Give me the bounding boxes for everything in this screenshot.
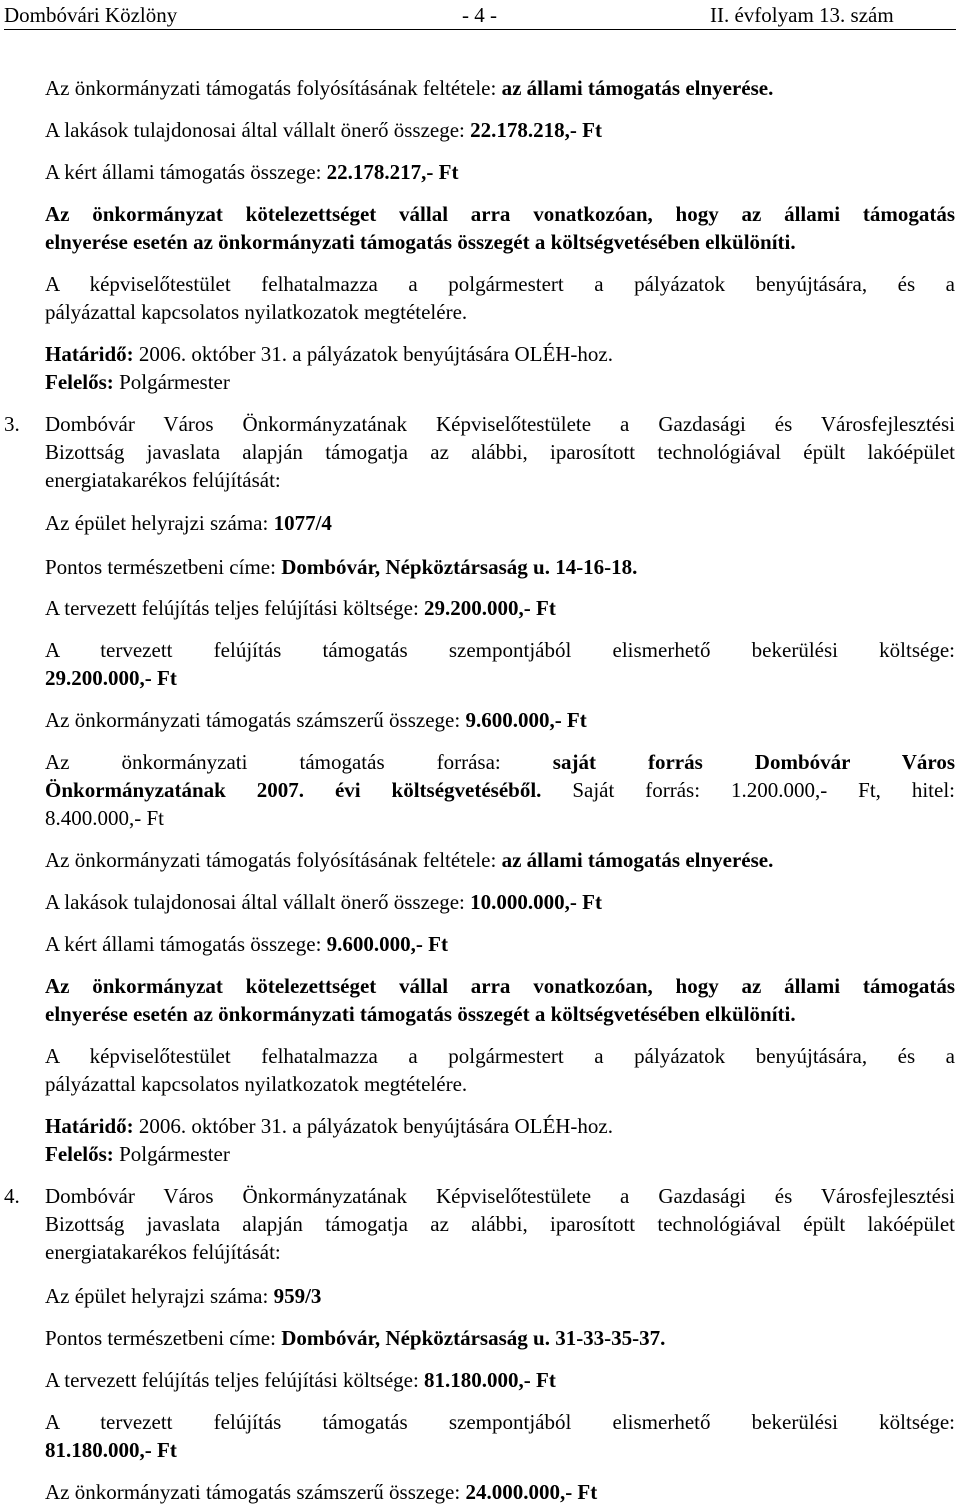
s3-felelos: [45, 1141, 230, 1167]
s4-teljes-koltseg: [45, 1367, 556, 1393]
label: Felelős:: [45, 1142, 120, 1166]
s4-elismerheto-line1: A tervezett felújítás támogatás szempontjából elismerhető bekerülési költsége:: [45, 1410, 955, 1434]
value: Dombóvár, Népköztársaság u. 31-33-35-37.: [281, 1326, 666, 1350]
s3-hrsz: [45, 510, 332, 536]
label: Az önkormányzati támogatás forrása:: [45, 750, 553, 774]
s4-intro-line2: Bizottság javaslata alapján támogatja az alábbi, iparosított technológiával épült lakóépület: [45, 1212, 955, 1236]
label: Az épület helyrajzi száma:: [45, 511, 274, 535]
section-number-3: 3.: [4, 412, 20, 436]
value: saját forrás Dombóvár Város: [552, 750, 955, 774]
label: A tervezett felújítás teljes felújítási költsége:: [45, 1368, 425, 1392]
label: A kért állami támogatás összege:: [45, 932, 327, 956]
s4-hrsz: [45, 1283, 321, 1309]
label: Határidő:: [45, 342, 139, 366]
s3-intro-line2: Bizottság javaslata alapján támogatja az alábbi, iparosított technológiával épült lakóépület: [45, 440, 955, 464]
value: Dombóvár, Népköztársaság u. 14-16-18.: [281, 555, 638, 579]
s4-szamszeru: [45, 1479, 597, 1505]
s3-intro-line3: energiatakarékos felújítását:: [45, 468, 281, 492]
label: Az épület helyrajzi száma:: [45, 1284, 274, 1308]
paragraph-felhatalmaz-line2: pályázattal kapcsolatos nyilatkozatok megtételére.: [45, 300, 468, 324]
paragraph-felelos: [45, 369, 230, 395]
value: Polgármester: [119, 370, 230, 394]
paragraph-folyositas: [45, 75, 773, 101]
rest: Saját forrás: 1.200.000,- Ft, hitel:: [541, 778, 955, 802]
label: Az önkormányzati támogatás számszerű összege:: [45, 1480, 466, 1504]
label: Felelős:: [45, 370, 120, 394]
header-issue: II. évfolyam 13. szám: [710, 3, 894, 27]
section-number-4: 4.: [4, 1184, 20, 1208]
s3-allami: [45, 931, 448, 957]
s3-teljes-koltseg: [45, 595, 556, 621]
value: 2006. október 31. a pályázatok benyújtására OLÉH-hoz.: [138, 1114, 613, 1138]
value: 9.600.000,- Ft: [465, 708, 587, 732]
paragraph-onero: [45, 117, 602, 143]
value: az állami támogatás elnyerése.: [501, 76, 774, 100]
label: A lakások tulajdonosai által vállalt önerő összege:: [45, 118, 471, 142]
s3-szamszeru: [45, 707, 587, 733]
value: az állami támogatás elnyerése.: [501, 848, 774, 872]
s3-kotelezettseg-line1: Az önkormányzat kötelezettséget vállal arra vonatkozóan, hogy az állami támogatás: [45, 974, 955, 998]
value: 2006. október 31. a pályázatok benyújtására OLÉH-hoz.: [138, 342, 613, 366]
s4-intro-line3: energiatakarékos felújítását:: [45, 1240, 281, 1264]
s3-hatarido: [45, 1113, 613, 1139]
value: 22.178.217,- Ft: [326, 160, 459, 184]
s3-forras-hitel: 8.400.000,- Ft: [45, 806, 165, 830]
s4-cim: [45, 1325, 665, 1351]
label: A kért állami támogatás összege:: [45, 160, 327, 184]
s4-elismerheto-value: 81.180.000,- Ft: [45, 1438, 177, 1462]
s3-felhatalmaz-line2: pályázattal kapcsolatos nyilatkozatok megtételére.: [45, 1072, 468, 1096]
s3-kotelezettseg-line2: elnyerése esetén az önkormányzati támogatás összegét a költségvetésében elkülöníti.: [45, 1002, 796, 1026]
s3-cim: [45, 554, 637, 580]
label: Pontos természetbeni címe:: [45, 1326, 282, 1350]
value: Polgármester: [119, 1142, 230, 1166]
s3-onero: [45, 889, 602, 915]
label: Az önkormányzati támogatás folyósításának feltétele:: [45, 76, 502, 100]
s3-intro-line1: Dombóvár Város Önkormányzatának Képviselőtestülete a Gazdasági és Városfejlesztési: [45, 412, 955, 436]
paragraph-felhatalmaz-line1: A képviselőtestület felhatalmazza a polgármestert a pályázatok benyújtására, és a: [45, 272, 955, 296]
s3-folyositas: [45, 847, 773, 873]
label: Az önkormányzati támogatás folyósításának feltétele:: [45, 848, 502, 872]
paragraph-allami: [45, 159, 459, 185]
paragraph-hatarido: [45, 341, 613, 367]
label: A tervezett felújítás teljes felújítási költsége:: [45, 596, 425, 620]
value: 1077/4: [273, 511, 332, 535]
value: 959/3: [273, 1284, 322, 1308]
label: Az önkormányzati támogatás számszerű összege:: [45, 708, 466, 732]
header-publication-title: Dombóvári Közlöny: [4, 3, 178, 27]
label: Pontos természetbeni címe:: [45, 555, 282, 579]
s4-intro-line1: Dombóvár Város Önkormányzatának Képviselőtestülete a Gazdasági és Városfejlesztési: [45, 1184, 955, 1208]
s3-forras-line2: [45, 777, 955, 803]
s3-felhatalmaz-line1: A képviselőtestület felhatalmazza a polgármestert a pályázatok benyújtására, és a: [45, 1044, 955, 1068]
value: Önkormányzatának 2007. évi költségvetéséből.: [45, 778, 542, 802]
value: 22.178.218,- Ft: [470, 118, 602, 142]
paragraph-kotelezettseg-line2: elnyerése esetén az önkormányzati támogatás összegét a költségvetésében elkülöníti.: [45, 230, 796, 254]
paragraph-kotelezettseg-line1: Az önkormányzat kötelezettséget vállal arra vonatkozóan, hogy az állami támogatás: [45, 202, 955, 226]
s3-elismerheto-value: 29.200.000,- Ft: [45, 666, 177, 690]
value: 29.200.000,- Ft: [424, 596, 556, 620]
label: Határidő:: [45, 1114, 139, 1138]
value: 24.000.000,- Ft: [465, 1480, 598, 1504]
value: 9.600.000,- Ft: [326, 932, 448, 956]
s3-elismerheto-line1: A tervezett felújítás támogatás szempontjából elismerhető bekerülési költsége:: [45, 638, 955, 662]
label: A lakások tulajdonosai által vállalt önerő összege:: [45, 890, 471, 914]
value: 81.180.000,- Ft: [424, 1368, 556, 1392]
header-rule: [4, 29, 956, 30]
header-page-number: - 4 -: [462, 3, 497, 27]
s3-forras-line1: [45, 749, 955, 775]
value: 10.000.000,- Ft: [470, 890, 602, 914]
